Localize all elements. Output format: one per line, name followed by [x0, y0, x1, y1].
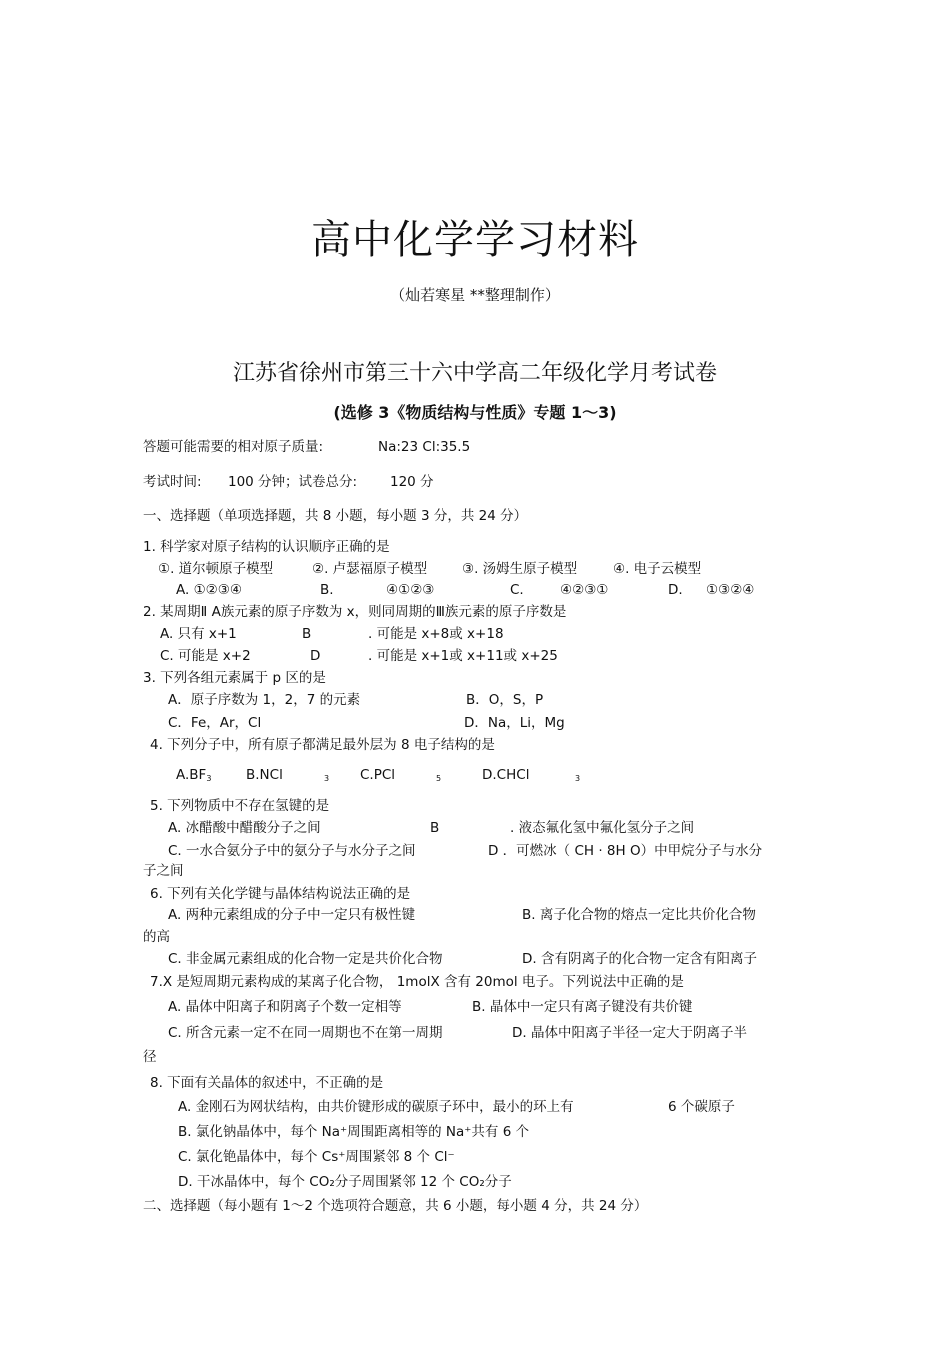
- q3-stem: 3. 下列各组元素属于 p 区的是: [143, 670, 326, 686]
- q1-option-d: ①③②④: [706, 582, 755, 598]
- q1-item-3: ③. 汤姆生原子模型: [462, 561, 578, 577]
- atomic-mass-label: 答题可能需要的相对原子质量:: [143, 439, 324, 455]
- q2-option-c: C. 可能是 x+2: [160, 648, 251, 664]
- q1-item-2: ②. 卢瑟福原子模型: [312, 561, 428, 577]
- material-title: 高中化学学习材料: [311, 217, 639, 263]
- q4-option-b: B.NCl: [246, 767, 283, 783]
- q1-option-d-letter: D.: [668, 582, 683, 598]
- q6-stem: 6. 下列有关化学键与晶体结构说法正确的是: [150, 886, 411, 902]
- q4-option-d: D.CHCl: [482, 767, 530, 783]
- exam-total-score: 120 分: [390, 474, 434, 490]
- q3-option-c: C．Fe，Ar，Cl: [168, 715, 262, 731]
- q1-option-b-letter: B.: [320, 582, 334, 598]
- q6-option-d: D. 含有阴离子的化合物一定含有阳离子: [522, 951, 757, 967]
- section-2-heading: 二、选择题（每小题有 1～2 个选项符合题意，共 6 小题，每小题 4 分，共 24 分）: [143, 1198, 648, 1214]
- q5-option-d: D ．可燃冰（ CH · 8H O）中甲烷分子与水分: [488, 843, 763, 859]
- byline: （灿若寒星 **整理制作）: [390, 286, 560, 304]
- q5-stem: 5. 下列物质中不存在氢键的是: [150, 798, 330, 814]
- q3-option-a: A．原子序数为 1，2，7 的元素: [168, 692, 361, 708]
- q1-item-4: ④. 电子云模型: [613, 561, 702, 577]
- q4-stem: 4. 下列分子中，所有原子都满足最外层为 8 电子结构的是: [150, 737, 495, 753]
- q4-option-a: $A.BF_3$: [176, 767, 212, 783]
- q2-option-d-letter: D: [310, 648, 321, 664]
- q4-option-d-subscript: 3: [575, 774, 581, 783]
- q7-stem: 7.X 是短周期元素构成的某离子化合物， 1molX 含有 20mol 电子。下列说法中正确的是: [150, 974, 684, 990]
- exam-subtitle: (选修 3《物质结构与性质》专题 1～3): [333, 403, 617, 422]
- q7-option-d-continued: 径: [143, 1049, 157, 1065]
- q6-option-b: B. 离子化合物的熔点一定比共价化合物: [522, 907, 756, 923]
- q6-option-b-continued: 的高: [143, 929, 170, 945]
- q8-option-b: B. 氯化钠晶体中，每个 Na⁺周围距离相等的 Na⁺共有 6 个: [178, 1124, 530, 1140]
- q7-option-c: C. 所含元素一定不在同一周期也不在第一周期: [168, 1025, 443, 1041]
- q2-stem: 2. 某周期Ⅱ A族元素的原子序数为 x，则同周期的Ⅲ族元素的原子序数是: [143, 604, 567, 620]
- q4-option-b-subscript: 3: [324, 774, 330, 783]
- exam-time-value: 100 分钟；试卷总分:: [228, 474, 358, 490]
- exam-time-label: 考试时间:: [143, 474, 202, 490]
- q7-option-a: A. 晶体中阳离子和阴离子个数一定相等: [168, 999, 402, 1015]
- q8-stem: 8. 下面有关晶体的叙述中，不正确的是: [150, 1075, 384, 1091]
- section-1-heading: 一、选择题（单项选择题，共 8 小题，每小题 3 分，共 24 分）: [143, 508, 528, 524]
- q5-option-b-letter: B: [430, 820, 440, 836]
- q3-option-b: B．O，S，P: [466, 692, 544, 708]
- q1-option-c: ④②③①: [560, 582, 609, 598]
- q2-option-a: A. 只有 x+1: [160, 626, 237, 642]
- q5-option-a: A. 冰醋酸中醋酸分子之间: [168, 820, 321, 836]
- q2-option-b: . 可能是 x+8或 x+18: [368, 626, 504, 642]
- q5-option-b: . 液态氟化氢中氟化氢分子之间: [510, 820, 695, 836]
- q5-option-c: C. 一水合氨分子中的氨分子与水分子之间: [168, 843, 416, 859]
- q1-option-a: A. ①②③④: [176, 582, 242, 598]
- q6-option-a: A. 两种元素组成的分子中一定只有极性键: [168, 907, 416, 923]
- q3-option-d: D．Na，Li，Mg: [464, 715, 565, 731]
- q1-item-1: ①. 道尔顿原子模型: [158, 561, 274, 577]
- q1-stem: 1. 科学家对原子结构的认识顺序正确的是: [143, 539, 390, 555]
- q6-option-c: C. 非金属元素组成的化合物一定是共价化合物: [168, 951, 443, 967]
- q7-option-d: D. 晶体中阳离子半径一定大于阴离子半: [512, 1025, 747, 1041]
- q8-option-a: A. 金刚石为网状结构，由共价键形成的碳原子环中，最小的环上有: [178, 1099, 574, 1115]
- q8-option-c: C. 氯化铯晶体中，每个 Cs⁺周围紧邻 8 个 Cl⁻: [178, 1149, 455, 1165]
- q2-option-d: . 可能是 x+1或 x+11或 x+25: [368, 648, 558, 664]
- q1-option-b: ④①②③: [386, 582, 435, 598]
- q5-option-d-continued: 子之间: [143, 863, 184, 879]
- q4-option-c-subscript: 5: [436, 774, 442, 783]
- q8-option-a-tail: 6 个碳原子: [668, 1099, 735, 1115]
- q1-option-c-letter: C.: [510, 582, 524, 598]
- q2-option-b-letter: B: [302, 626, 312, 642]
- atomic-mass-values: Na:23 Cl:35.5: [378, 439, 471, 455]
- exam-title: 江苏省徐州市第三十六中学高二年级化学月考试卷: [232, 361, 717, 386]
- q4-option-c: C.PCl: [360, 767, 396, 783]
- q8-option-d: D. 干冰晶体中，每个 CO₂分子周围紧邻 12 个 CO₂分子: [178, 1174, 512, 1190]
- q7-option-b: B. 晶体中一定只有离子键没有共价键: [472, 999, 693, 1015]
